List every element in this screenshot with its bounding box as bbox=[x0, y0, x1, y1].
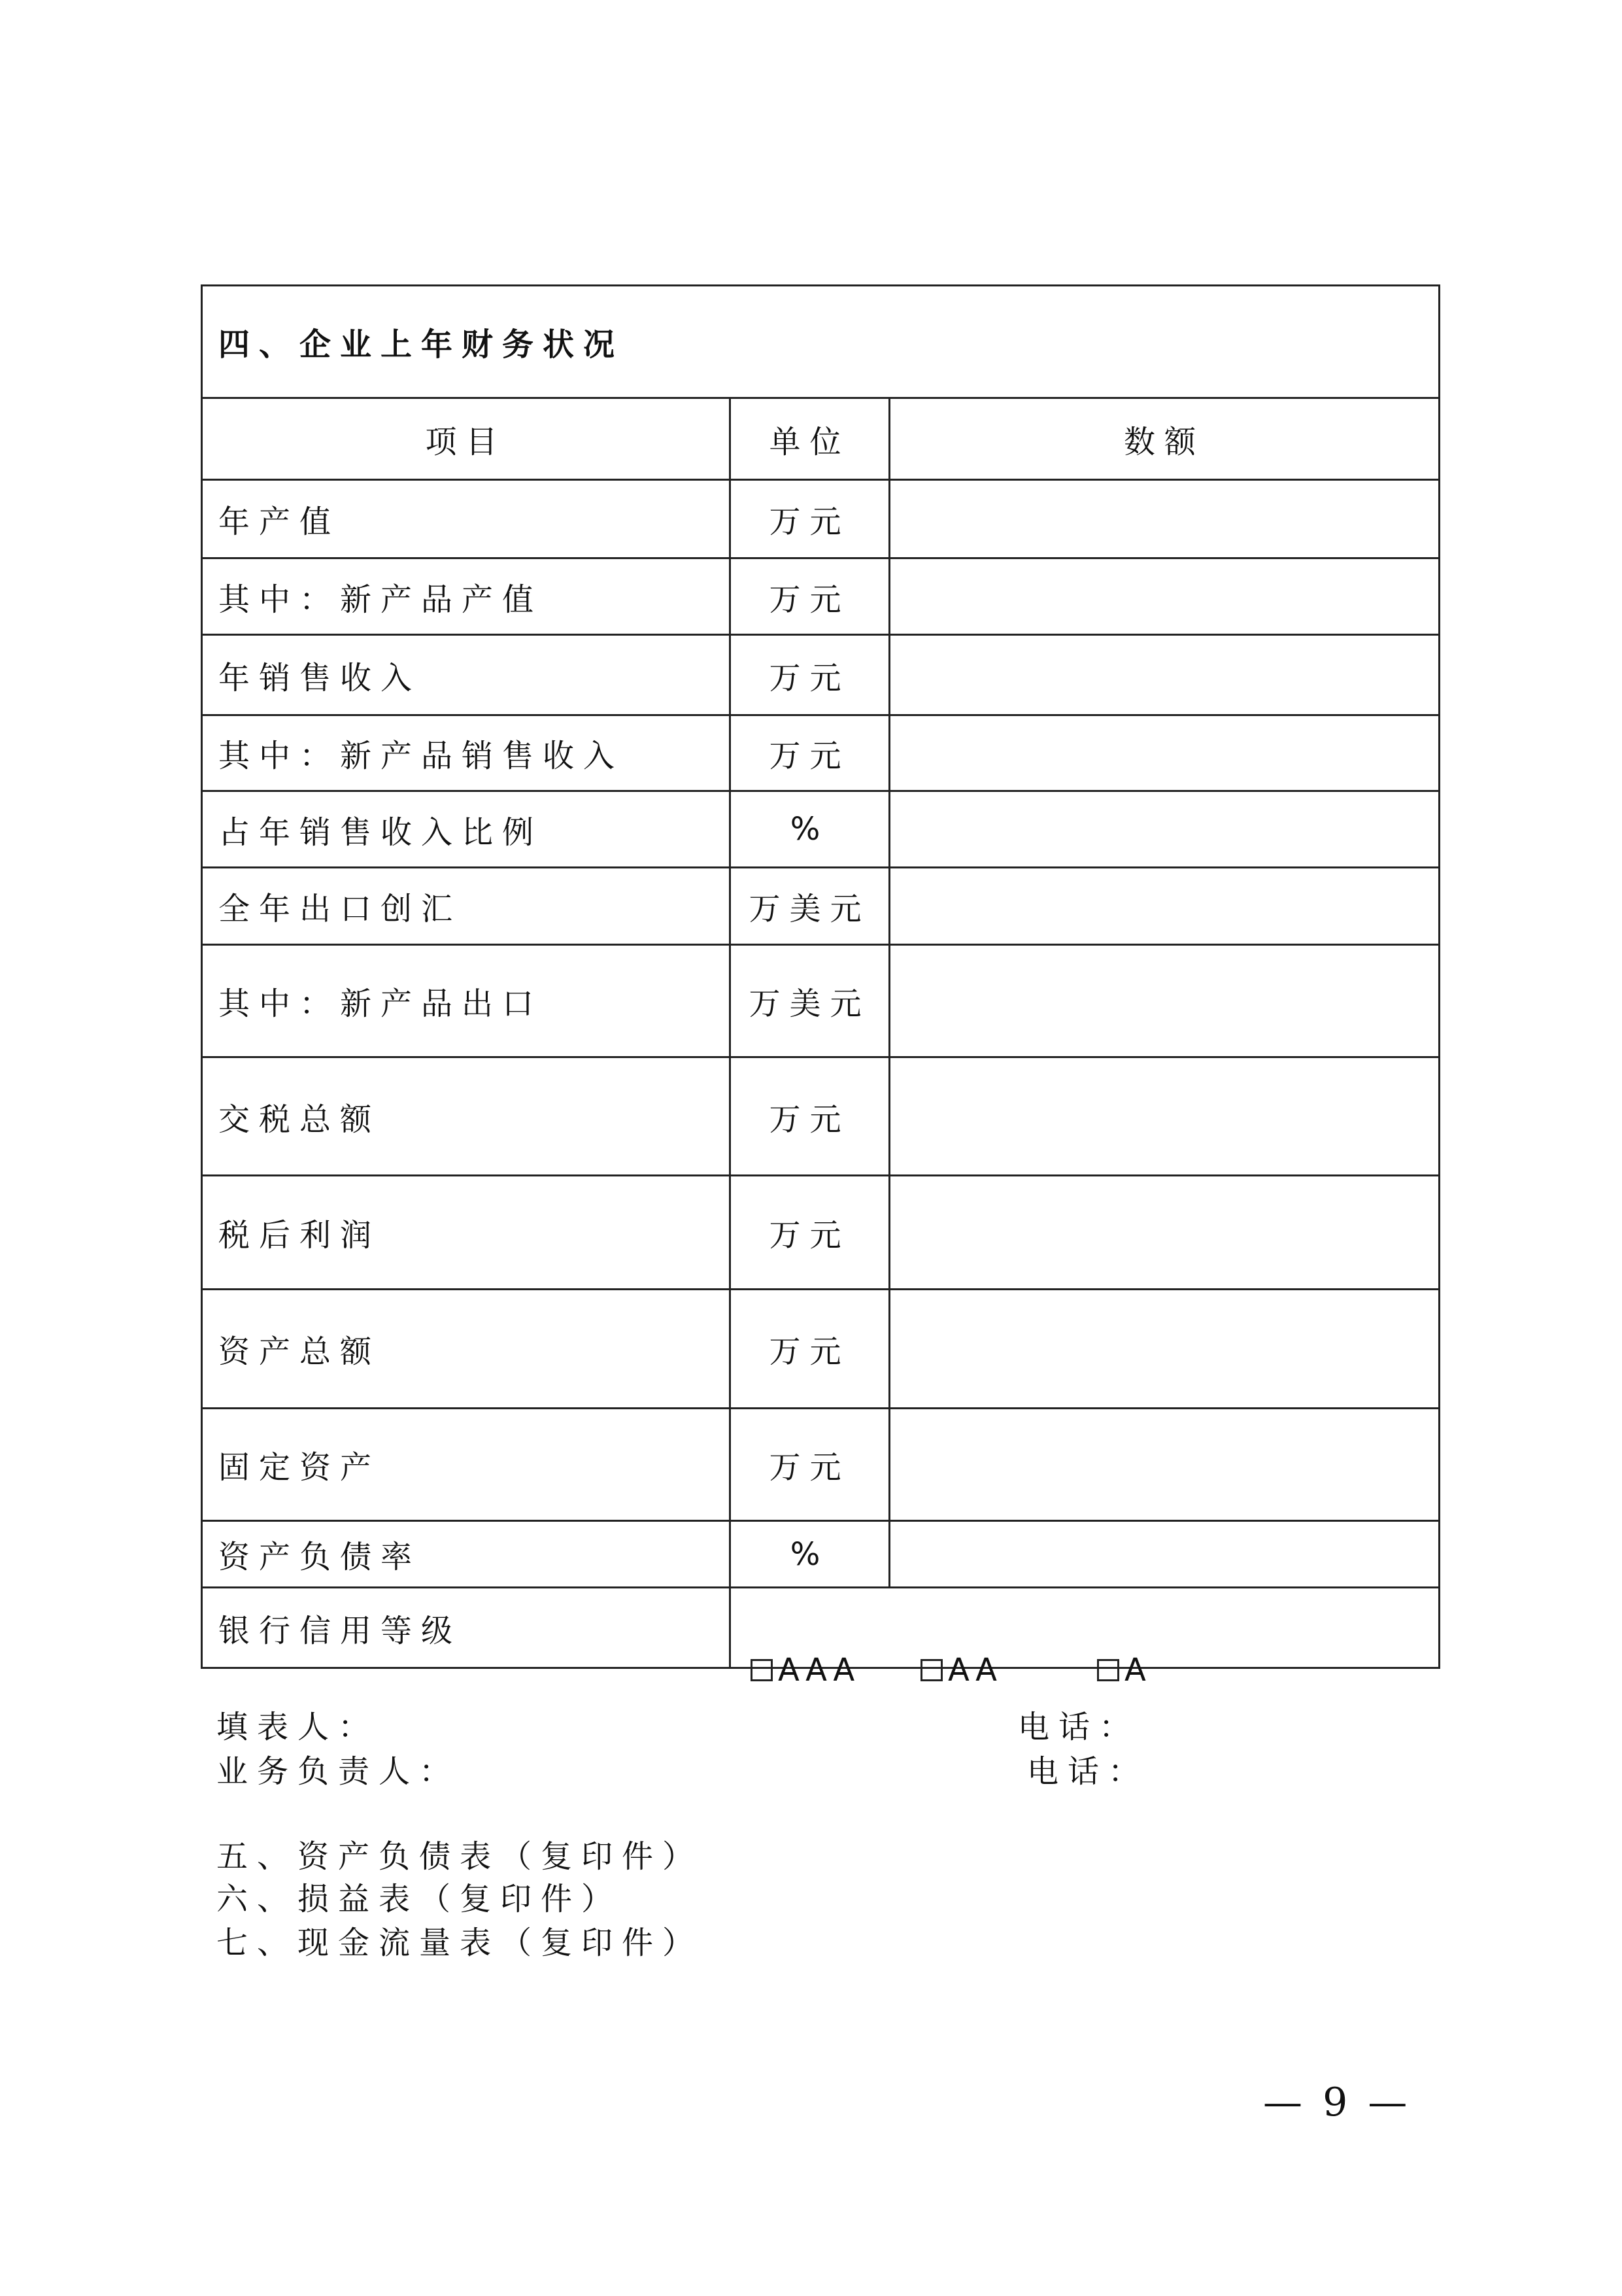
page-number: — 9 — bbox=[1263, 2080, 1411, 2125]
amount-field[interactable] bbox=[890, 1176, 1440, 1290]
row-item: 年产值 bbox=[202, 480, 730, 558]
row-item: 税后利润 bbox=[202, 1176, 730, 1290]
amount-field[interactable] bbox=[890, 1521, 1440, 1588]
row-item: 资产总额 bbox=[202, 1290, 730, 1409]
table-row bbox=[202, 1176, 1440, 1290]
row-unit: 万元 bbox=[730, 1409, 890, 1521]
row-unit: 万美元 bbox=[730, 868, 890, 945]
financial-status-table bbox=[201, 284, 1440, 1688]
table-row bbox=[202, 945, 1440, 1057]
row-unit: 万元 bbox=[730, 558, 890, 635]
row-unit: % bbox=[730, 1521, 890, 1588]
manager-phone-label: 电话： bbox=[1027, 1753, 1149, 1790]
filler-label: 填表人： bbox=[216, 1709, 379, 1745]
row-item: 占年销售收入比例 bbox=[202, 791, 730, 868]
attachment-item: 五、资产负债表（复印件） bbox=[216, 1838, 703, 1875]
amount-field[interactable] bbox=[890, 715, 1440, 791]
row-item: 交税总额 bbox=[202, 1057, 730, 1176]
credit-options bbox=[730, 1588, 1440, 1688]
amount-field[interactable] bbox=[890, 868, 1440, 945]
row-unit: 万元 bbox=[730, 1057, 890, 1176]
header-unit: 单位 bbox=[730, 398, 890, 480]
row-item: 银行信用等级 bbox=[202, 1588, 730, 1668]
table-row bbox=[202, 715, 1440, 791]
row-unit: 万美元 bbox=[730, 945, 890, 1057]
table-row bbox=[202, 791, 1440, 868]
table-row bbox=[202, 480, 1440, 558]
row-item: 固定资产 bbox=[202, 1409, 730, 1521]
checkbox-icon[interactable] bbox=[921, 1659, 943, 1681]
row-item: 全年出口创汇 bbox=[202, 868, 730, 945]
table-row bbox=[202, 1409, 1440, 1521]
row-item: 年销售收入 bbox=[202, 635, 730, 715]
amount-field[interactable] bbox=[890, 1057, 1440, 1176]
manager-label: 业务负责人： bbox=[216, 1753, 460, 1790]
row-unit: 万元 bbox=[730, 480, 890, 558]
table-row bbox=[202, 635, 1440, 715]
row-unit: % bbox=[730, 791, 890, 868]
amount-field[interactable] bbox=[890, 945, 1440, 1057]
row-item: 资产负债率 bbox=[202, 1521, 730, 1588]
amount-field[interactable] bbox=[890, 1290, 1440, 1409]
table-row bbox=[202, 1057, 1440, 1176]
header-item: 项目 bbox=[202, 398, 730, 480]
row-unit: 万元 bbox=[730, 635, 890, 715]
credit-option-aa[interactable]: AA bbox=[921, 1652, 1002, 1688]
amount-field[interactable] bbox=[890, 558, 1440, 635]
header-amount: 数额 bbox=[890, 398, 1440, 480]
amount-field[interactable] bbox=[890, 791, 1440, 868]
row-unit: 万元 bbox=[730, 715, 890, 791]
section-title: 四、企业上年财务状况 bbox=[202, 286, 1440, 398]
credit-option-aaa[interactable]: AAA bbox=[751, 1652, 860, 1688]
row-unit: 万元 bbox=[730, 1290, 890, 1409]
table-row bbox=[202, 1521, 1440, 1588]
table-row bbox=[202, 1290, 1440, 1409]
attachment-item: 七、现金流量表（复印件） bbox=[216, 1925, 703, 1961]
checkbox-icon[interactable] bbox=[751, 1659, 773, 1681]
filler-phone-label: 电话： bbox=[1018, 1709, 1140, 1745]
row-item: 其中：新产品销售收入 bbox=[202, 715, 730, 791]
credit-rating-row bbox=[202, 1588, 1440, 1668]
row-item: 其中：新产品产值 bbox=[202, 558, 730, 635]
checkbox-icon[interactable] bbox=[1097, 1659, 1119, 1681]
credit-option-a[interactable]: A bbox=[1097, 1652, 1151, 1688]
row-unit: 万元 bbox=[730, 1176, 890, 1290]
amount-field[interactable] bbox=[890, 635, 1440, 715]
amount-field[interactable] bbox=[890, 480, 1440, 558]
table-row bbox=[202, 558, 1440, 635]
table-row bbox=[202, 868, 1440, 945]
attachment-item: 六、损益表（复印件） bbox=[216, 1881, 622, 1917]
amount-field[interactable] bbox=[890, 1409, 1440, 1521]
row-item: 其中：新产品出口 bbox=[202, 945, 730, 1057]
